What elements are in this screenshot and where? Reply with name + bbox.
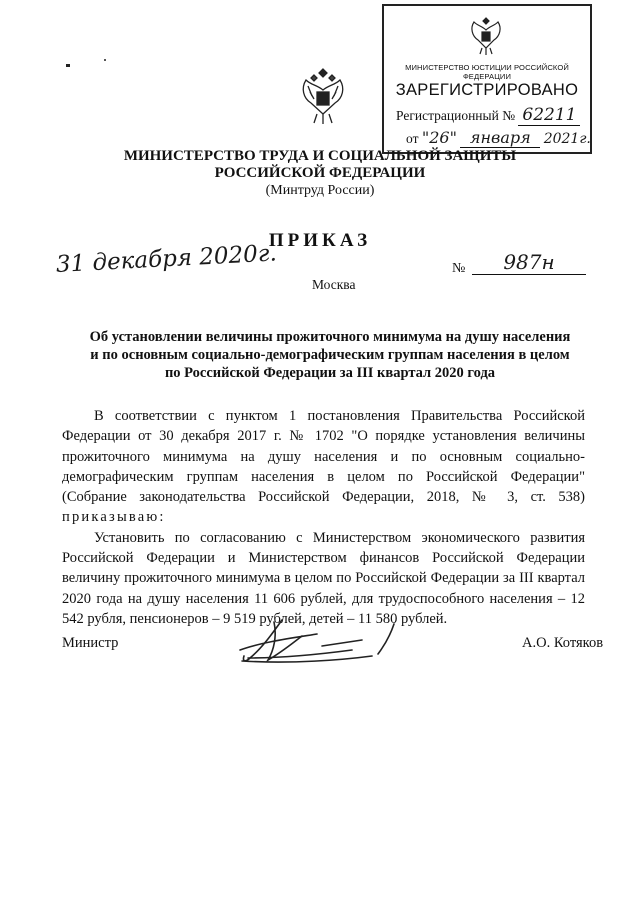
order-body xyxy=(62,406,585,629)
coat-of-arms-icon xyxy=(298,66,348,128)
registration-stamp xyxy=(382,4,592,154)
order-number-label: № xyxy=(452,261,466,276)
stamp-ministry-name: МИНИСТЕРСТВО ЮСТИЦИИ РОССИЙСКОЙ ФЕДЕРАЦИИ xyxy=(405,63,569,81)
stamp-date-prefix: от xyxy=(406,131,419,146)
body-paragraph-1 xyxy=(62,406,585,528)
order-city: Москва xyxy=(312,277,356,292)
body-command: приказываю: xyxy=(62,509,166,526)
ministry-name-line2: РОССИЙСКОЙ ФЕДЕРАЦИИ xyxy=(214,165,426,181)
stamp-date-day: "26" xyxy=(421,128,457,147)
stamp-reg-number: 62211 xyxy=(518,105,580,126)
signature-position: Министр xyxy=(62,635,119,651)
order-date: 31 декабря 2020г. xyxy=(55,240,278,278)
stamp-status: ЗАРЕГИСТРИРОВАНО xyxy=(395,81,579,99)
stamp-date-year: 2021г. xyxy=(543,131,591,147)
order-number: 987н xyxy=(472,250,586,275)
stamp-date-month: января xyxy=(460,128,540,148)
ministry-name-line1: МИНИСТЕРСТВО ТРУДА И СОЦИАЛЬНОЙ ЗАЩИТЫ xyxy=(123,148,517,164)
order-heading: ПРИКАЗ xyxy=(268,230,372,251)
scan-mark xyxy=(66,64,70,67)
stamp-reg-label: Регистрационный № xyxy=(396,108,516,123)
order-title-line2: и по основным социально-демографическим группам населения в целом xyxy=(90,347,570,363)
order-title-line3: по Российской Федерации за III квартал 2020 года xyxy=(164,365,496,381)
body-paragraph-2: Установить по согласованию с Министерством экономического развития Российской Федерации и Министерством финансов Российской Федерации величину прожиточного минимума в целом по Российской Федерации за III квартал 2020 года на душу населения 11 606 рублей, для трудоспособного населения – 12 542 рубля, пенсионеров – 9 519 рублей, детей – 11 580 рублей. xyxy=(62,529,585,627)
body-paragraph-1-text: В соответствии с пунктом 1 постановления Правительства Российской Федерации от 30 декабря 2017 г. № 1702 "О порядке установления величины прожиточного минимума на душу населения и по основным социально-демографическим группам населения в целом по Российской Федерации" (Собрание законодательства Российской Федерации, 2018, № 3, ст. 538) xyxy=(62,408,585,506)
stamp-emblem-icon xyxy=(468,14,504,58)
signature-icon xyxy=(222,612,417,667)
ministry-short-name: (Минтруд России) xyxy=(265,183,375,198)
scan-mark xyxy=(104,59,106,61)
order-title-line1: Об установлении величины прожиточного минимума на душу населения xyxy=(89,329,571,345)
stamp-registration-row xyxy=(396,105,580,126)
signature-name: А.О. Котяков xyxy=(522,635,604,651)
stamp-date-row xyxy=(406,128,591,148)
